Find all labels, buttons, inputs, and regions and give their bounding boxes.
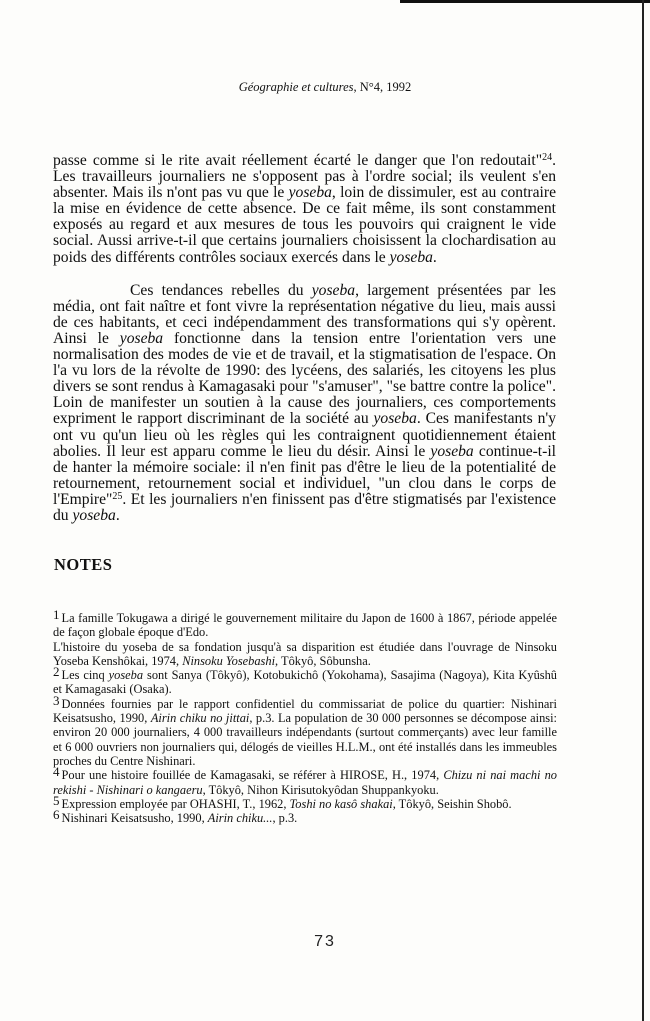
note-4 <box>53 764 558 797</box>
text-run: fonctionne dans la tension entre l'orientation vers une normalisation des modes de vie et de travail, et la stigmatisation de l'espace. On l'a vu lors de la révolte de 1990: des lycéens, des salariés, les citoyens les plus divers se sont rendus à Kamagasaki pour "s'amuser", "se battre contre la police". Loin de manifester un soutien à la cause des journaliers, ces comportements expriment le rapport discriminant de la société au <box>53 329 557 428</box>
text-run: passe comme si le rite avait réellement écarté le danger que l'on redoutait" <box>53 152 543 169</box>
note-1-continuation <box>53 640 557 669</box>
journal-title: Géographie et cultures <box>238 80 354 94</box>
note-text: , Tôkyô, Nihon Kirisutokyôdan Shuppankyoku. <box>202 782 439 797</box>
page-number: 73 <box>314 933 336 950</box>
notes-heading: NOTES <box>54 555 113 574</box>
text-run: continue-t-il de hanter la mémoire sociale: il n'en finit pas d'être le lieu de la potentialité de retournement, retournement social et individuel, "un clou dans le corps de l'Empire" <box>53 442 556 508</box>
text-run: , loin de dissimuler, est au contraire la mise en évidence de cette absence. De ce fait même, ils sont constamment exposés au regard et aux mesures de tous les pouvoirs qui craignent le vide social. Aussi arrive-t-il que certains journaliers choisissent la clochardisation au poids des différents contrôles sociaux exercés dans le <box>53 184 556 266</box>
note-title: Toshi no kasô shakai <box>289 796 393 811</box>
note-number: 4 <box>53 764 60 780</box>
note-text: La famille Tokugawa a dirigé le gouvernement militaire du Japon de 1600 à 1867, période appelée de façon globale époque d'Edo. <box>53 611 557 640</box>
paragraph-2 <box>53 283 556 524</box>
note-text: L'histoire du yoseba de sa fondation jusqu'à sa disparition est étudiée dans l'ouvrage de Ninsoku Yoseba Kenshôkai, 1974, <box>53 639 557 668</box>
text-run: Ces tendances rebelles du <box>130 281 312 299</box>
term-yoseba: yoseba <box>430 442 474 460</box>
note-6 <box>53 807 557 826</box>
running-head <box>0 80 650 95</box>
note-title: Airin chiku... <box>207 811 273 826</box>
scan-edge-right <box>642 0 644 1021</box>
note-2 <box>53 664 557 697</box>
text-run: . <box>432 248 437 266</box>
note-number: 2 <box>53 664 60 680</box>
text-run: . <box>115 506 120 524</box>
note-3 <box>53 692 557 768</box>
note-text: Nishinari Keisatsusho, 1990, <box>61 811 208 826</box>
note-text: , Tôkyô, Seishin Shobô. <box>392 796 512 811</box>
term-yoseba: yoseba <box>288 184 332 202</box>
note-title: Airin chiku no jittai <box>150 711 250 726</box>
note-text: Les cinq <box>61 668 109 683</box>
term-yoseba: yoseba <box>119 329 164 347</box>
term-yoseba: yoseba <box>108 668 144 683</box>
notes-list <box>53 607 558 826</box>
scan-edge-top <box>400 0 650 3</box>
note-text: Données fournies par le rapport confidentiel du commissariat de police du quartier: Nishinari Keisatsusho, 1990, <box>53 696 557 726</box>
term-yoseba: yoseba <box>373 410 417 428</box>
text-run: . Les travailleurs journaliers ne s'opposent pas à l'ordre social; ils veulent s'en absenter. Mais ils n'ont pas vu que le <box>53 152 556 202</box>
note-text: , p.3. La population de 30 000 personnes se décompose ainsi: environ 20 000 journaliers, 4 000 travailleurs indépendants (surtout commerçants) avec leur famille et 6 000 ouvriers non journaliers qui, délogés de vieilles H.L.M., ont été installés dans les immeubles proches du Centre Nishinari. <box>53 711 557 768</box>
note-text: Expression employée par OHASHI, T., 1962, <box>61 796 290 811</box>
term-yoseba: yoseba <box>389 248 433 266</box>
body-text <box>53 153 556 524</box>
term-yoseba: yoseba <box>72 506 116 524</box>
text-run: . Ces manifestants n'y ont vu qu'un lieu où les règles qui les contraignent quotidiennement étaient abolies. Il leur est apparu comme le lieu du désir. Ainsi le <box>53 410 556 460</box>
note-title: Chizu ni nai machi no rekishi - Nishinari o kangaeru <box>53 768 558 797</box>
note-1 <box>53 607 557 640</box>
note-text: sont Sanya (Tôkyô), Kotobukichô (Yokohama), Sasajima (Nagoya), Kita Kyûshû et Kamagasaki (Osaka). <box>53 668 557 697</box>
footnote-ref-25: 25 <box>112 490 123 502</box>
note-title: Ninsoku Yosebashi <box>182 653 276 668</box>
note-5 <box>53 792 557 811</box>
note-number: 5 <box>53 792 60 808</box>
note-number: 1 <box>53 607 60 622</box>
paragraph-1 <box>53 153 556 266</box>
term-yoseba: yoseba <box>311 281 356 299</box>
note-text: , Tôkyô, Sôbunsha. <box>275 653 371 668</box>
note-text: Pour une histoire fouillée de Kamagasaki, se référer à HIROSE, H., 1974, <box>61 768 444 783</box>
note-number: 3 <box>53 692 60 708</box>
issue-number: , N°4, 1992 <box>353 80 412 94</box>
footnote-ref-24: 24 <box>542 152 553 163</box>
text-run: , largement présentées par les média, ont fait naître et font vivre la représentation négative du lieu, mais aussi de ces habitants, et ceci indépendamment des transformations qui s'y opèrent. Ainsi le <box>53 281 556 347</box>
note-number: 6 <box>53 807 60 823</box>
text-run: . Et les journaliers n'en finissent pas d'être stigmatisés par l'existence du <box>53 490 556 524</box>
note-text: , p.3. <box>272 811 298 826</box>
